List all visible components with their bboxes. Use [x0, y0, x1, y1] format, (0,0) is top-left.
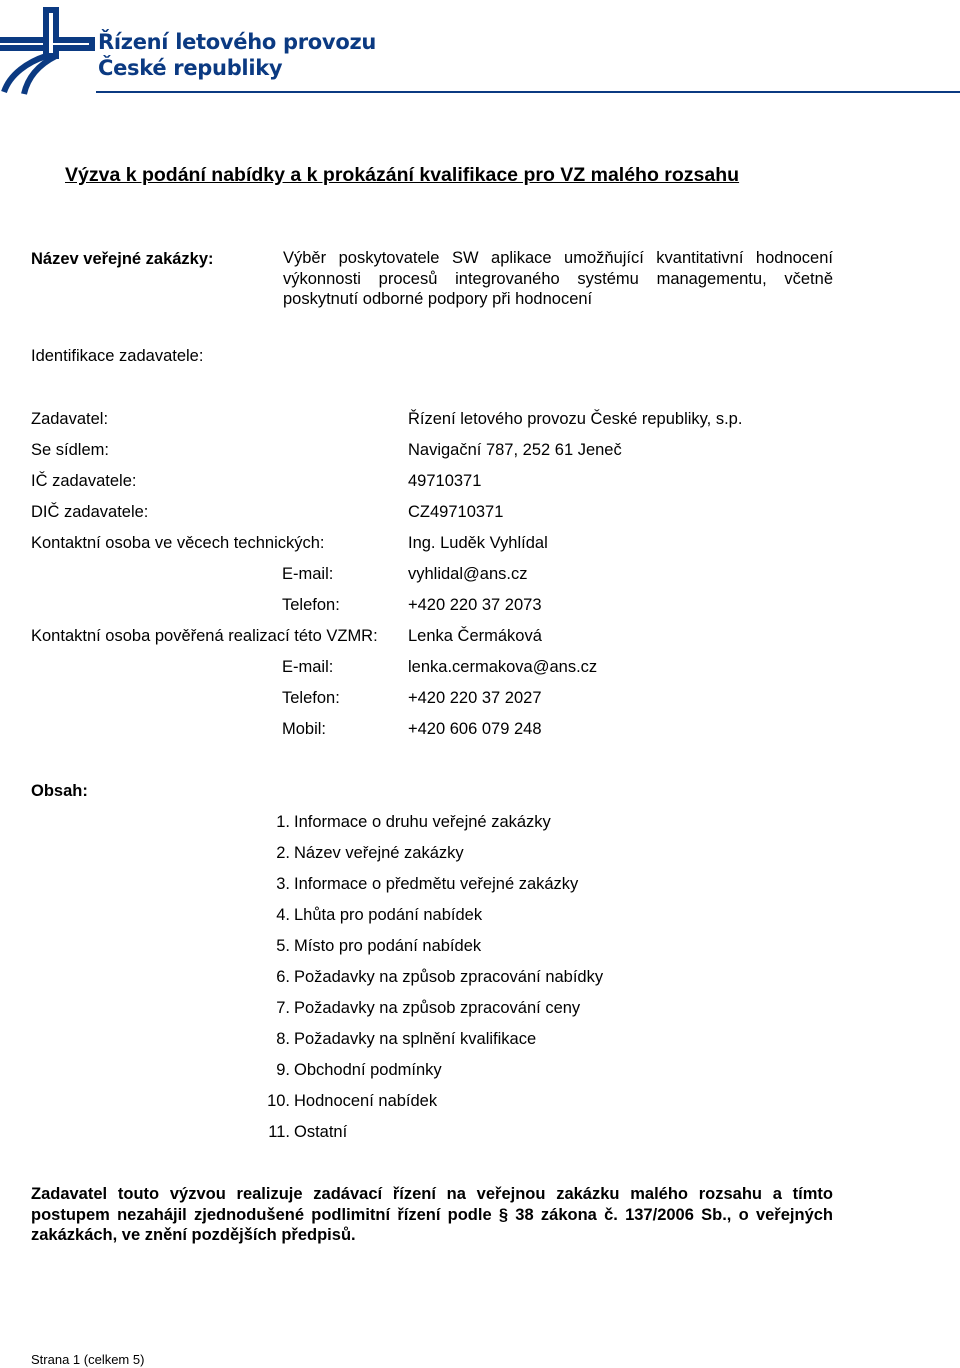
contents-heading: Obsah:	[31, 782, 88, 800]
toc-num: 3.	[276, 875, 290, 893]
vzmr-contact-label: Kontaktní osoba pověřená realizací této VZMR:	[31, 627, 378, 645]
toc-num: 5.	[276, 937, 290, 955]
vzmr-mobile-label: Mobil:	[282, 720, 327, 738]
vzmr-mobile-value: +420 606 079 248	[408, 720, 542, 738]
toc-num: 11.	[268, 1123, 290, 1141]
toc-num: 1.	[276, 813, 290, 831]
zadavatel-label: Zadavatel:	[31, 410, 109, 428]
legal-statement: Zadavatel touto výzvou realizuje zadávací řízení na veřejnou zakázku malého rozsahu a tímto postupem nezahájil zjednodušené podlimitní řízení podle § 38 zákona č. 137/2006 Sb., o veřejných zakázkách, ve znění pozdějších předpisů.	[31, 1185, 833, 1244]
header-divider	[96, 91, 960, 93]
zadavatel-value: Řízení letového provozu České republiky, s.p.	[408, 410, 743, 428]
toc-num: 2.	[276, 844, 290, 862]
toc-item: Lhůta pro podání nabídek	[294, 906, 483, 924]
toc-num: 4.	[276, 906, 290, 924]
tech-contact-label: Kontaktní osoba ve věcech technických:	[31, 534, 325, 552]
org-name-line1: Řízení letového provozu	[98, 30, 377, 54]
toc-item: Informace o druhu veřejné zakázky	[294, 813, 551, 831]
dic-label: DIČ zadavatele:	[31, 503, 149, 521]
tech-phone-label: Telefon:	[282, 596, 340, 614]
sidlo-value: Navigační 787, 252 61 Jeneč	[408, 441, 622, 459]
sidlo-label: Se sídlem:	[31, 441, 109, 459]
toc-item: Požadavky na způsob zpracování ceny	[294, 999, 581, 1017]
vzmr-phone-value: +420 220 37 2027	[408, 689, 542, 707]
vzmr-email-value[interactable]: lenka.cermakova@ans.cz	[408, 658, 598, 676]
ic-value: 49710371	[408, 472, 482, 490]
toc-num: 10.	[267, 1092, 290, 1110]
toc-item: Ostatní	[294, 1123, 348, 1141]
toc-item: Místo pro podání nabídek	[294, 937, 482, 955]
toc-num: 6.	[276, 968, 290, 986]
subject-text: Výběr poskytovatele SW aplikace umožňující kvantitativní hodnocení výkonnosti procesů integrovaného systému managementu, včetně poskytnutí odborné podpory při hodnocení	[283, 249, 833, 308]
toc-num: 8.	[276, 1030, 290, 1048]
toc-item: Informace o předmětu veřejné zakázky	[294, 875, 579, 893]
ans-cross-logo-icon	[0, 0, 96, 96]
tech-email-value[interactable]: vyhlidal@ans.cz	[408, 565, 528, 583]
vzmr-phone-label: Telefon:	[282, 689, 340, 707]
toc-item: Obchodní podmínky	[294, 1061, 442, 1079]
page-number: Strana 1 (celkem 5)	[31, 1352, 145, 1367]
document-title: Výzva k podání nabídky a k prokázání kvalifikace pro VZ malého rozsahu	[65, 164, 740, 186]
toc-item: Požadavky na splnění kvalifikace	[294, 1030, 537, 1048]
ic-label: IČ zadavatele:	[31, 472, 137, 490]
toc-num: 7.	[276, 999, 290, 1017]
dic-value: CZ49710371	[408, 503, 504, 521]
toc-item: Název veřejné zakázky	[294, 844, 464, 862]
vzmr-contact-value: Lenka Čermáková	[408, 627, 542, 645]
toc-item: Požadavky na způsob zpracování nabídky	[294, 968, 604, 986]
toc-num: 9.	[276, 1061, 290, 1079]
tech-contact-value: Ing. Luděk Vyhlídal	[408, 534, 548, 552]
vzmr-email-label: E-mail:	[282, 658, 334, 676]
org-name-line2: České republiky	[98, 56, 283, 80]
toc-item: Hodnocení nabídek	[294, 1092, 438, 1110]
identification-heading: Identifikace zadavatele:	[31, 347, 204, 365]
subject-label: Název veřejné zakázky:	[31, 250, 214, 268]
tech-phone-value: +420 220 37 2073	[408, 596, 542, 614]
tech-email-label: E-mail:	[282, 565, 334, 583]
